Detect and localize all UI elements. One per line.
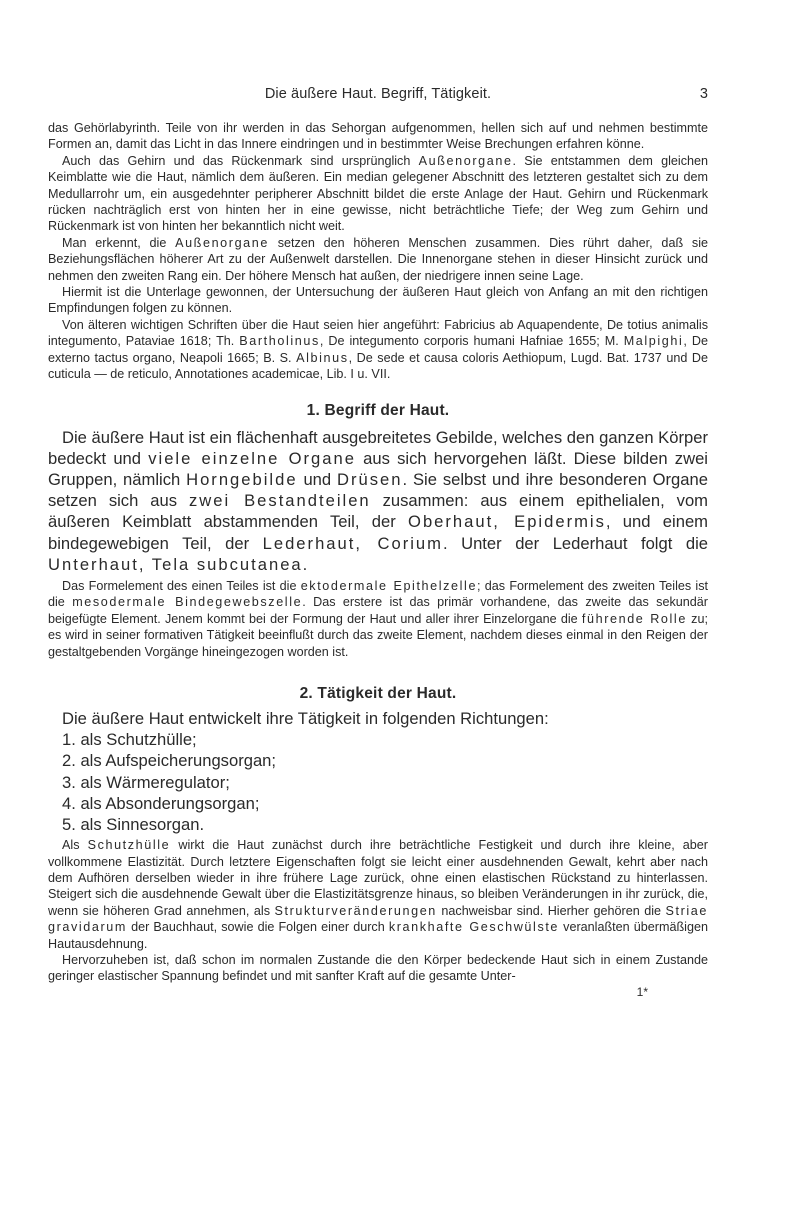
text-run: zu; es wird in seiner formativen Tätigkeit beeinflußt durch das zweite Element, nachdem dieses einmal in den Reigen der gestaltgebenden Vorgänge hineingezogen worden ist. — [48, 611, 708, 659]
text-run: . Sie entstammen dem gleichen Keimblatte wie die Haut, nämlich dem äußeren. Ein median gelegener Abschnitt des letzteren gestaltet sich zu dem Medullarrohr um, ein ausgedehnter peripherer Abschnitt bildet die erste Anlage der Haut. Gehirn und Rückenmark rücken nachträglich erst von hinten her in eine gewisse, nicht beträchtliche Tiefe; der Weg zum Gehirn und Rückenmark ist von hinten her bekanntlich nicht weit. — [48, 153, 709, 234]
list-item: 4. als Absonderungsorgan; — [62, 793, 260, 813]
emphasis-text: Oberhaut, Epidermis — [408, 512, 606, 532]
page-number: 3 — [699, 86, 708, 102]
text-run: der Bauchhaut, sowie die Folgen einer durch — [127, 920, 389, 935]
section2-paragraph-1 — [48, 837, 708, 952]
page-content — [48, 120, 708, 999]
signature-mark: 1* — [636, 984, 648, 999]
section2-paragraph-2: Hervorzuheben ist, daß schon im normalen Zustande die den Körper bedeckende Haut sich in einem Zustande geringer elastischer Spannung befindet und mit sanfter Kraft auf die gesamte Unter- — [48, 953, 708, 984]
emphasis-text: viele einzelne Organe — [148, 448, 356, 468]
text-run: , De sede et causa coloris Aethiopum, Lugd. Bat. 1737 und De cuticula — de reticulo, Annotationes academicae, Lib. I u. VII. — [48, 350, 708, 382]
text-run: . Unter der Lederhaut folgt die — [442, 533, 708, 553]
section-heading-begriff: 1. Begriff der Haut. — [306, 401, 450, 419]
text-run: und — [297, 469, 337, 489]
list-item: 2. als Aufspeicherungsorgan; — [62, 751, 277, 771]
text-run: Von älteren wichtigen Schriften über die Haut seien hier angeführt: Fabricius ab Aquapendente, De totius animalis integumento, Pataviae 1618; Th. — [48, 317, 708, 349]
text-run: . Sie selbst und ihre besonderen Organe setzen sich aus — [48, 469, 708, 511]
list-item: 1. als Schutzhülle; — [62, 730, 197, 750]
emphasis-text: Albinus — [296, 350, 349, 365]
text-run: Als — [62, 838, 88, 853]
running-header — [48, 86, 708, 108]
section1-note — [48, 578, 708, 660]
text-run: nachweisbar sind. Hierher gehören die — [436, 903, 666, 918]
text-run: . Das erstere ist das primär vorhandene, das zweite das sekundär beigefügte Element. Jenem kommt bei der Formung der Haut und aller ihrer Einzelorgane die — [48, 595, 708, 626]
task-list — [48, 729, 708, 835]
text-run: Auch das Gehirn und das Rückenmark sind ursprünglich — [62, 153, 419, 168]
text-run: veranlaßten übermäßigen Hautausdehnung. — [48, 920, 708, 951]
text-run: . — [302, 554, 308, 574]
section-heading-taetigkeit: 2. Tätigkeit der Haut. — [299, 684, 457, 702]
running-header-title: Die äußere Haut. Begriff, Tätigkeit. — [264, 86, 492, 102]
emphasis-text: Horngebilde — [186, 469, 298, 489]
intro-paragraph-2 — [48, 153, 708, 235]
emphasis-text: Malpighi — [623, 334, 684, 349]
text-run: aus sich hervorgehen läßt. Diese bilden zwei Gruppen, nämlich — [48, 448, 708, 489]
section1-note-paragraph — [48, 578, 708, 660]
section2-intro — [48, 708, 708, 729]
emphasis-text: Drüsen — [337, 469, 403, 489]
intro-section — [48, 120, 708, 383]
text-run: , und einem bindegewebigen Teil, der — [48, 512, 708, 553]
emphasis-text: ektodermale Epithelzelle — [300, 578, 478, 593]
text-run: wirkt die Haut zunächst durch ihre beträchtliche Festigkeit und durch ihre kleine, aber vollkommene Elastizität. Durch letztere Eigenschaften folgt sie leicht einer ausdehnenden Gewalt, kehrt aber nach dem Aufhören derselben wieder in ihre frühere Lage zurück, ohne einen elastischen Rückstand zu hinterlassen. Steigert sich die ausdehnende Gewalt über die Elastizitätsgrenze hinaus, so bleiben Veränderungen in ihr zurück, die, wenn sie höheren Grad annehmen, als — [48, 838, 708, 918]
list-item: 3. als Wärmeregulator; — [62, 772, 230, 792]
text-run: , De externo tactus organo, Neapoli 1665; B. S. — [48, 334, 708, 365]
emphasis-text: Striae gravidarum — [48, 903, 708, 935]
text-run: Die äußere Haut ist ein flächenhaft ausgebreitetes Gebilde, welches den ganzen Körper bedeckt und — [48, 427, 708, 468]
emphasis-text: Schutzhülle — [87, 838, 171, 853]
emphasis-text: krankhafte Geschwülste — [388, 920, 560, 935]
section2-intro-line: Die äußere Haut entwickelt ihre Tätigkeit in folgenden Richtungen: — [62, 708, 549, 728]
intro-paragraph-3 — [48, 235, 708, 284]
text-run: Man erkennt, die — [62, 235, 176, 250]
list-item: 5. als Sinnesorgan. — [62, 814, 205, 834]
emphasis-text: Bartholinus — [239, 334, 320, 349]
emphasis-text: mesodermale Bindegewebszelle — [72, 595, 303, 610]
intro-paragraph-5 — [48, 317, 708, 383]
emphasis-text: Außenorgane — [418, 153, 513, 168]
emphasis-text: zwei Bestandteilen — [188, 491, 371, 511]
text-run: zusammen: aus einem epithelialen, vom äußeren Keimblatt abstammenden Teil, der — [48, 491, 708, 532]
text-run: Das Formelement des einen Teiles ist die — [62, 578, 301, 593]
section1-body — [48, 427, 708, 575]
text-run: , De integumento corporis humani Hafniae 1655; M. — [319, 334, 624, 349]
intro-paragraph-4: Hiermit ist die Unterlage gewonnen, der Untersuchung der äußeren Haut gleich von Anfang an mit den richtigen Empfindungen folgen zu können. — [48, 285, 708, 316]
section1-paragraph — [48, 427, 708, 575]
emphasis-text: Außenorgane — [175, 235, 269, 250]
emphasis-text: Strukturveränderungen — [274, 903, 437, 918]
intro-paragraph-1: das Gehörlabyrinth. Teile von ihr werden in das Sehorgan aufgenommen, hellen sich auf und nehmen bestimmte Formen an, damit das Licht in das Innere eindringen und in bestimmter Weise Brechungen erfahren könne. — [48, 121, 708, 152]
emphasis-text: Unterhaut, Tela subcutanea — [48, 554, 303, 574]
text-run: ; das Formelement des zweiten Teiles ist die — [48, 578, 708, 610]
emphasis-text: führende Rolle — [581, 611, 687, 626]
text-run: setzen den höheren Menschen zusammen. Dies rührt daher, daß sie Beziehungsflächen höherer Art zu der Außenwelt darstellen. Die Innenorgane stehen in dieser Hinsicht zurück und nehmen den zweiten Rang ein. Der höhere Mensch hat außen, der niedrigere innen seine Lage. — [48, 235, 708, 283]
emphasis-text: Lederhaut, Corium — [262, 533, 443, 553]
section2-body — [48, 837, 708, 985]
